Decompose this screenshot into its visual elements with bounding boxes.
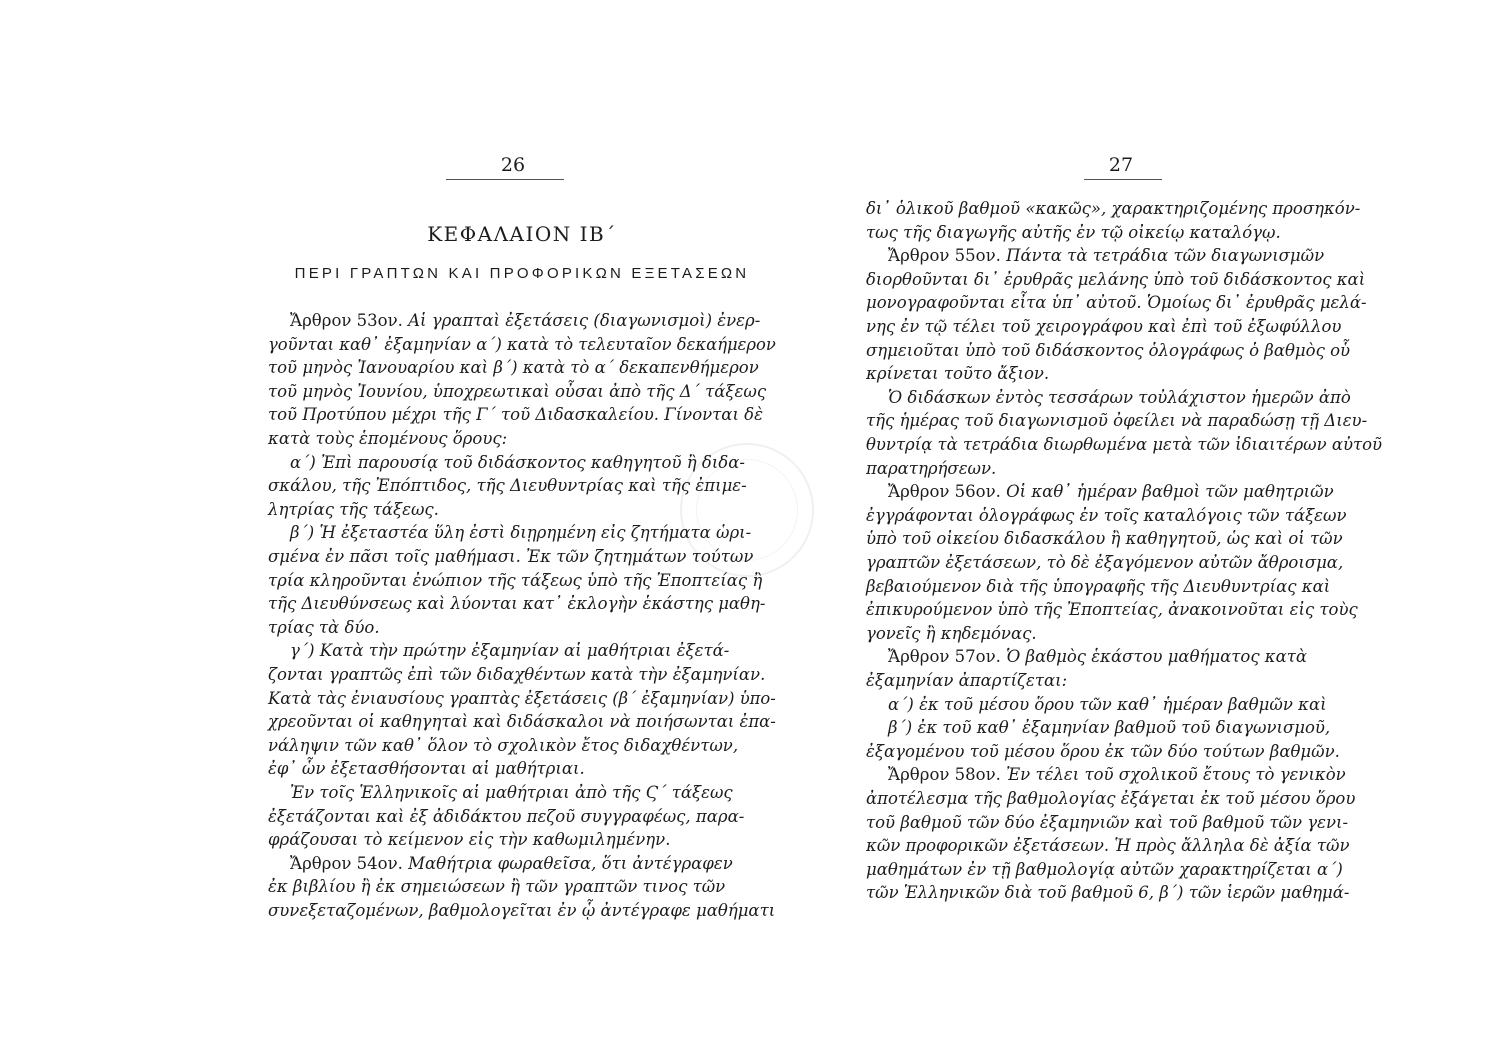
line-text: μαθημάτων ἐν τῇ βαθμολογίᾳ αὐτῶν χαρακτηρίζεται α΄) [866, 859, 1343, 879]
text-line [290, 310, 760, 332]
text-line [268, 593, 765, 615]
line-text: ἐπικυρούμενον ὑπὸ τῆς Ἐποπτείας, ἀνακοινοῦται εἰς τοὺς [866, 600, 1358, 620]
chapter-subtitle: ΠΕΡΙ ΓΡΑΠΤΩΝ ΚΑΙ ΠΡΟΦΟΡΙΚΩΝ ΕΞΕΤΑΣΕΩΝ [294, 265, 750, 282]
line-text: νης ἐν τῷ τέλει τοῦ χειρογράφου καὶ ἐπὶ τοῦ ἐξωφύλλου [866, 317, 1342, 336]
line-text: ἀποτέλεσμα τῆς βαθμολογίας ἐξάγεται ἐκ τοῦ μέσου ὅρου [866, 789, 1356, 808]
page-number-rule [446, 179, 564, 180]
line-text: β΄) Ἡ ἐξεταστέα ὕλη ἐστὶ διῃρημένη εἰς ζητήματα ὡρι- [290, 523, 752, 543]
line-text: ἐγγράφονται ὁλογράφως ἐν τοῖς καταλόγοις τῶν τάξεων [866, 505, 1347, 525]
line-text: Αἱ γραπταὶ ἐξετάσεις (διαγωνισμοὶ) ἐνερ- [408, 311, 761, 330]
text-line [866, 882, 1349, 904]
line-text: ζονται γραπτῶς ἐπὶ τῶν διδαχθέντων κατὰ τὴν ἐξαμηνίαν. [268, 665, 766, 684]
line-text: τρία κληροῦνται ἐνώπιον τῆς τάξεως ὑπὸ τῆς Ἐποπτείας ἢ [268, 570, 763, 590]
line-text: ἐξετάζονται καὶ ἐξ ἀδιδάκτου πεζοῦ συγγραφέως, παρα- [268, 806, 745, 826]
text-line [268, 475, 747, 497]
text-line [268, 688, 776, 710]
text-line [888, 646, 1307, 668]
text-line [866, 788, 1355, 810]
line-text: τῆς Διευθύνσεως καὶ λύονται κατ᾿ ἐκλογὴν ἑκάστης μαθη- [268, 594, 766, 614]
text-line [866, 859, 1343, 881]
article-heading: Ἄρθρον 54ον. [290, 853, 409, 873]
line-text: θυντρίᾳ τὰ τετράδια διωρθωμένα μετὰ τῶν ἰδιαιτέρων αὐτοῦ [866, 435, 1383, 454]
text-line [866, 623, 1037, 645]
text-line [866, 222, 1281, 244]
page-right [866, 0, 1382, 1055]
page-left [268, 0, 776, 1055]
article-heading: Ἄρθρον 55ον. [888, 246, 1007, 266]
line-text: τοῦ βαθμοῦ τῶν δύο ἐξαμηνιῶν καὶ τοῦ βαθμοῦ τῶν γενι- [866, 812, 1349, 832]
text-line [866, 528, 1343, 550]
text-line [268, 499, 439, 521]
line-text: βεβαιούμενον διὰ τῆς ὑπογραφῆς τῆς Διευθυντρίας καὶ [866, 576, 1331, 596]
line-text: δι᾿ ὁλικοῦ βαθμοῦ «κακῶς», χαρακτηριζομένης προσηκόν- [866, 199, 1361, 218]
line-text: Ἐν τέλει τοῦ σχολικοῦ ἔτους τὸ γενικὸν [1006, 765, 1346, 785]
line-text: παρατηρήσεων. [866, 458, 997, 478]
text-line [290, 640, 729, 662]
text-line [888, 481, 1334, 503]
text-line [866, 505, 1347, 527]
text-line [290, 853, 733, 875]
text-line [268, 876, 725, 898]
text-line [866, 410, 1367, 432]
text-line [888, 387, 1351, 409]
text-line [268, 334, 776, 356]
text-line [268, 546, 753, 568]
text-line [268, 829, 670, 851]
line-text: Μαθήτρια φωραθεῖσα, ὅτι ἀντέγραφεν [408, 853, 733, 873]
text-line [866, 198, 1360, 220]
line-text: Ὁ διδάσκων ἐντὸς τεσσάρων τοὐλάχιστον ἡμερῶν ἀπὸ [888, 387, 1351, 407]
text-line [268, 381, 766, 403]
text-line [290, 452, 745, 474]
line-text: Κατὰ τὰς ἐνιαυσίους γραπτὰς ἐξετάσεις (β΄ ἐξαμηνίαν) ὑπο- [268, 688, 776, 708]
line-text: Πάντα τὰ τετράδια τῶν διαγωνισμῶν [1006, 246, 1325, 266]
article-heading: Ἄρθρον 53ον. [290, 311, 409, 330]
line-text: ὑπὸ τοῦ οἰκείου διδασκάλου ἢ καθηγητοῦ, ὡς καὶ οἱ τῶν [866, 529, 1343, 549]
line-text: γραπτῶν ἐξετάσεων, τὸ δὲ ἐξαγόμενον αὐτῶν ἄθροισμα, [866, 553, 1344, 572]
line-text: διορθοῦνται δι᾿ ἐρυθρᾶς μελάνης ὑπὸ τοῦ διδάσκοντος καὶ [866, 269, 1366, 289]
line-text: νάληψιν τῶν καθ᾿ ὅλον τὸ σχολικὸν ἔτος διδαχθέντων, [268, 735, 739, 755]
line-text: χρεοῦνται οἱ καθηγηταὶ καὶ διδάσκαλοι νὰ ποιήσωνται ἐπα- [268, 712, 776, 732]
line-text: α΄) ἐκ τοῦ μέσου ὅρου τῶν καθ᾿ ἡμέραν βαθμῶν καὶ [888, 694, 1327, 714]
text-line [866, 316, 1341, 338]
line-text: ἐκ βιβλίου ἢ ἐκ σημειώσεων ἢ τῶν γραπτῶν τινος τῶν [268, 877, 726, 897]
page-number: 26 [500, 154, 526, 176]
text-line [866, 576, 1330, 598]
text-line [268, 570, 762, 592]
line-text: β΄) ἐκ τοῦ καθ᾿ ἐξαμηνίαν βαθμοῦ τοῦ διαγωνισμοῦ, [888, 718, 1331, 738]
line-text: ἐξαγομένου τοῦ μέσου ὅρου ἐκ τῶν δύο τούτων βαθμῶν. [866, 741, 1340, 761]
line-text: Ὁ βαθμὸς ἑκάστου μαθήματος κατὰ [1006, 647, 1308, 667]
line-text: λητρίας τῆς τάξεως. [268, 499, 439, 519]
line-text: κῶν προφορικῶν ἐξετάσεων. Ἡ πρὸς ἄλληλα δὲ ἀξία τῶν [866, 836, 1350, 856]
line-text: ἐξαμηνίαν ἀπαρτίζεται: [866, 671, 1068, 690]
line-text: σμένα ἐν πᾶσι τοῖς μαθήμασι. Ἐκ τῶν ζητημάτων τούτων [268, 547, 754, 566]
line-text: τῆς ἡμέρας τοῦ διαγωνισμοῦ ὀφείλει νὰ παραδώσῃ τῇ Διευ- [866, 411, 1368, 431]
line-text: ἐφ᾿ ὧν ἐξετασθήσονται αἱ μαθήτριαι. [268, 759, 585, 779]
line-text: γοῦνται καθ᾿ ἐξαμηνίαν α΄) κατὰ τὸ τελευταῖον δεκαήμερον [268, 334, 776, 354]
text-line [866, 434, 1382, 456]
line-text: Ἐν τοῖς Ἑλληνικοῖς αἱ μαθήτριαι ἀπὸ τῆς Ϛ΄ τάξεως [290, 783, 733, 802]
text-line [866, 340, 1350, 362]
line-text: κατὰ τοὺς ἑπομένους ὅρους: [268, 429, 508, 448]
line-text: κρίνεται τοῦτο ἄξιον. [866, 364, 1050, 384]
text-line [268, 428, 507, 450]
line-text: α΄) Ἐπὶ παρουσίᾳ τοῦ διδάσκοντος καθηγητοῦ ἢ διδα- [290, 452, 745, 472]
text-line [268, 735, 738, 757]
text-line [866, 458, 996, 480]
text-line [866, 835, 1350, 857]
line-text: Οἱ καθ᾿ ἡμέραν βαθμοὶ τῶν μαθητριῶν [1006, 482, 1334, 502]
text-line [290, 782, 733, 804]
text-line [888, 245, 1324, 267]
line-text: τοῦ Προτύπου μέχρι τῆς Γ΄ τοῦ Διδασκαλείου. Γίνονται δὲ [268, 405, 763, 425]
line-text: μονογραφοῦνται εἶτα ὑπ᾿ αὐτοῦ. Ὁμοίως δι᾿ ἐρυθρᾶς μελά- [866, 293, 1367, 313]
text-line [866, 599, 1358, 621]
text-line [866, 670, 1067, 692]
article-heading: Ἄρθρον 58ον. [888, 765, 1007, 785]
line-text: συνεξεταζομένων, βαθμολογεῖται ἐν ᾧ ἀντέγραφε μαθήματι [268, 901, 776, 920]
text-line [268, 711, 776, 733]
line-text: τῶν Ἑλληνικῶν διὰ τοῦ βαθμοῦ 6, β΄) τῶν ἱερῶν μαθημά- [866, 883, 1350, 903]
chapter-title: ΚΕΦΑΛΑΙΟΝ ΙΒ΄ [427, 222, 617, 246]
text-line [268, 404, 763, 426]
text-line [268, 900, 775, 922]
text-line [268, 617, 380, 639]
text-line [866, 269, 1365, 291]
text-line [866, 812, 1348, 834]
line-text: γ΄) Κατὰ τὴν πρώτην ἐξαμηνίαν αἱ μαθήτριαι ἐξετά- [290, 641, 730, 661]
line-text: τρίας τὰ δύο. [268, 617, 380, 637]
line-text: τως τῆς διαγωγῆς αὐτῆς ἐν τῷ οἰκείῳ καταλόγῳ. [866, 222, 1281, 242]
text-line [888, 764, 1346, 786]
page-number-rule [1084, 179, 1162, 180]
line-text: τοῦ μηνὸς Ἰανουαρίου καὶ β΄) κατὰ τὸ α΄ δεκαπενθήμερον [268, 358, 759, 378]
text-line [290, 522, 751, 544]
text-line [866, 741, 1340, 763]
line-text: σκάλου, τῆς Ἐπόπτιδος, τῆς Διευθυντρίας καὶ τῆς ἐπιμε- [268, 476, 747, 496]
line-text: σημειοῦται ὑπὸ τοῦ διδάσκοντος ὁλογράφως ὁ βαθμὸς οὗ [866, 340, 1351, 360]
text-line [866, 292, 1367, 314]
text-line [866, 552, 1343, 574]
text-line [888, 717, 1330, 739]
text-line [268, 664, 765, 686]
article-heading: Ἄρθρον 56ον. [888, 482, 1007, 502]
line-text: τοῦ μηνὸς Ἰουνίου, ὑποχρεωτικαὶ οὖσαι ἀπὸ τῆς Δ΄ τάξεως [268, 381, 767, 401]
page-number: 27 [1108, 154, 1134, 176]
article-heading: Ἄρθρον 57ον. [888, 647, 1007, 667]
text-line [866, 363, 1049, 385]
line-text: φράζουσαι τὸ κείμενον εἰς τὴν καθωμιλημένην. [268, 830, 671, 850]
line-text: γονεῖς ἢ κηδεμόνας. [866, 623, 1037, 643]
text-line [268, 357, 759, 379]
text-line [888, 694, 1327, 716]
text-line [268, 758, 585, 780]
text-line [268, 806, 744, 828]
